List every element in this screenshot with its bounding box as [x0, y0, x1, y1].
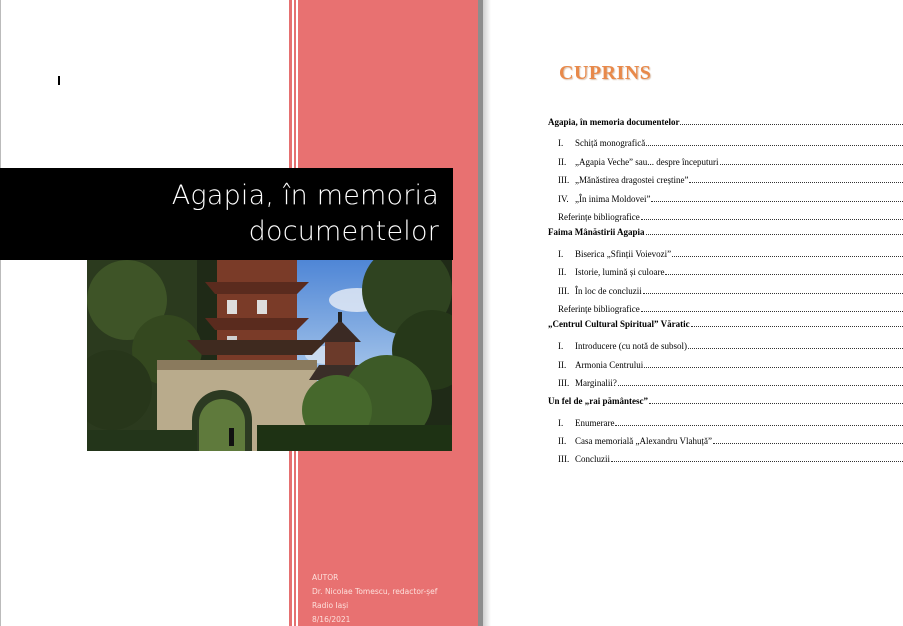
toc-section-entry[interactable] — [558, 173, 903, 185]
toc-section-entry[interactable] — [558, 192, 903, 204]
toc-dot-leader — [665, 274, 903, 275]
toc-section-entry[interactable] — [558, 210, 903, 222]
toc-entry-label: „Mănăstirea dragostei creștine” — [575, 175, 689, 185]
toc-entry-label: Concluzii — [575, 454, 610, 464]
toc-section-entry[interactable] — [558, 434, 903, 446]
toc-entry-label: Agapia, în memoria documentelor — [548, 117, 680, 127]
toc-dot-leader — [651, 201, 903, 202]
toc-entry-number: IV. — [558, 194, 569, 204]
toc-dot-leader — [641, 311, 903, 312]
toc-heading: CUPRINS — [559, 62, 652, 84]
toc-section-entry[interactable] — [558, 284, 903, 296]
toc-section-entry[interactable] — [558, 358, 903, 370]
toc-section-entry[interactable] — [558, 452, 903, 464]
toc-entry-label: Schiță monografică — [575, 138, 646, 148]
toc-dot-leader — [680, 124, 903, 125]
cover-photo — [87, 260, 452, 451]
toc-page — [491, 0, 903, 626]
cover-title-line: Agapia, în memoria — [171, 180, 439, 211]
toc-chapter-entry[interactable] — [548, 115, 903, 127]
toc-section-entry[interactable] — [558, 416, 903, 428]
toc-chapter-entry[interactable] — [548, 394, 903, 406]
toc-section-entry[interactable] — [558, 247, 903, 259]
toc-section-entry[interactable] — [558, 136, 903, 148]
toc-entry-number: I. — [558, 138, 564, 148]
text-cursor — [58, 76, 60, 85]
page-edge — [0, 0, 1, 626]
author-name: Dr. Nicolae Tomescu, redactor-șef — [312, 587, 438, 596]
toc-dot-leader — [713, 443, 903, 444]
toc-dot-leader — [646, 145, 903, 146]
toc-entry-label: Casa memorială „Alexandru Vlahuță” — [575, 436, 713, 446]
toc-dot-leader — [646, 234, 903, 235]
toc-section-entry[interactable] — [558, 302, 903, 314]
toc-dot-leader — [720, 164, 903, 165]
toc-entry-label: Un fel de „rai pământesc” — [548, 396, 648, 406]
author-block — [312, 571, 472, 626]
toc-entry-label: Istorie, lumină și culoare — [575, 267, 665, 277]
toc-entry-number: II. — [558, 436, 567, 446]
toc-entry-number: III. — [558, 454, 570, 464]
toc-entry-number: II. — [558, 267, 567, 277]
toc-section-entry[interactable] — [558, 339, 903, 351]
author-label: AUTOR — [312, 573, 339, 582]
toc-entry-label: Enumerare — [575, 418, 615, 428]
cover-title-band — [0, 168, 453, 260]
toc-entry-label: Introducere (cu notă de subsol) — [575, 341, 687, 351]
toc-section-entry[interactable] — [558, 155, 903, 167]
monastery-photo-image — [87, 260, 452, 451]
toc-dot-leader — [643, 293, 903, 294]
toc-entry-number: I. — [558, 249, 564, 259]
toc-dot-leader — [644, 367, 903, 368]
toc-entry-label: Biserica „Sfinții Voievozi” — [575, 249, 672, 259]
page-gutter-shadow — [483, 0, 491, 626]
toc-entry-number: II. — [558, 157, 567, 167]
toc-section-entry[interactable] — [558, 376, 903, 388]
cover-title — [39, 178, 439, 250]
toc-entry-label: Faima Mânăstirii Agapia — [548, 227, 645, 237]
toc-dot-leader — [615, 425, 903, 426]
toc-dot-leader — [689, 182, 903, 183]
toc-entry-label: „Agapia Veche” sau... despre începuturi — [575, 157, 719, 167]
toc-entry-label: „Centrul Cultural Spiritual” Văratic — [548, 319, 690, 329]
toc-entry-number: III. — [558, 286, 570, 296]
toc-dot-leader — [691, 326, 903, 327]
toc-entry-label: În loc de concluzii — [575, 286, 642, 296]
toc-dot-leader — [611, 461, 903, 462]
toc-dot-leader — [672, 256, 903, 257]
toc-entry-number: I. — [558, 418, 564, 428]
toc-entry-number: III. — [558, 175, 570, 185]
toc-entry-number: II. — [558, 360, 567, 370]
toc-chapter-entry[interactable] — [548, 225, 903, 237]
toc-entry-label: Marginalii? — [575, 378, 617, 388]
toc-dot-leader — [618, 385, 903, 386]
toc-entry-label: Referințe bibliografice — [558, 212, 640, 222]
toc-section-entry[interactable] — [558, 265, 903, 277]
toc-entry-number: I. — [558, 341, 564, 351]
cover-title-line: documentelor — [248, 216, 439, 247]
toc-entry-number: III. — [558, 378, 570, 388]
toc-dot-leader — [649, 403, 903, 404]
toc-dot-leader — [688, 348, 903, 349]
publication-date: 8/16/2021 — [312, 615, 351, 624]
toc-chapter-entry[interactable] — [548, 317, 903, 329]
toc-entry-label: „În inima Moldovei” — [575, 194, 651, 204]
author-organization: Radio Iași — [312, 601, 349, 610]
toc-entry-label: Referințe bibliografice — [558, 304, 640, 314]
toc-entry-label: Armonia Centrului — [575, 360, 644, 370]
toc-dot-leader — [641, 219, 903, 220]
